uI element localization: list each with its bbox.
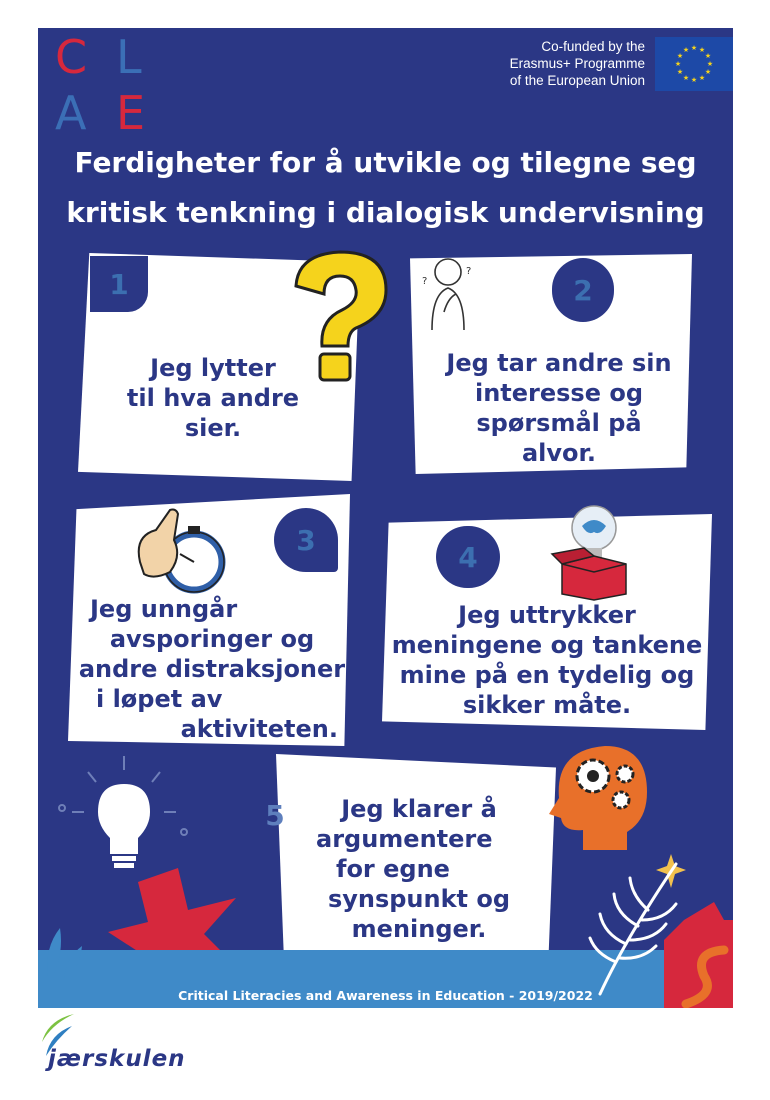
- card-5-text: Jeg klarer å argumentere for egne synspunkt og meninger.: [316, 795, 511, 943]
- eu-line-2: Erasmus+ Programme: [509, 56, 645, 71]
- card-4-text: Jeg uttrykker meningene og tankene mine på en tydelig og sikker måte.: [391, 601, 703, 719]
- card-2-text: Jeg tar andre sin interesse og spørsmål på alvor.: [446, 349, 672, 467]
- card-2-number: 2: [552, 258, 614, 322]
- jaerskulen-logo-text: jærskulen: [48, 1046, 186, 1072]
- svg-text:★: ★: [690, 76, 698, 84]
- leaf-decoration-icon: [38, 918, 98, 978]
- card-4-number: 4: [436, 526, 500, 588]
- svg-text:★: ★: [676, 52, 684, 60]
- svg-text:★: ★: [674, 60, 682, 68]
- card-3-text: Jeg unngår avsporinger og andre distraksjoner i løpet av aktiviteten.: [78, 595, 346, 743]
- svg-text:★: ★: [704, 52, 712, 60]
- logo-letter-l: L: [116, 30, 142, 84]
- card-1-text: Jeg lytter til hva andre sier.: [126, 354, 300, 442]
- svg-text:★: ★: [682, 74, 690, 82]
- svg-text:?: ?: [466, 266, 472, 277]
- svg-text:★: ★: [690, 44, 698, 52]
- stopwatch-hand-icon: [134, 506, 234, 596]
- svg-text:★: ★: [698, 74, 706, 82]
- poster: [38, 28, 733, 1008]
- eu-line-1: Co-funded by the: [541, 39, 645, 54]
- svg-text:★: ★: [706, 60, 714, 68]
- eu-line-3: of the European Union: [509, 73, 645, 88]
- thinking-person-icon: [418, 254, 478, 332]
- eu-funding-text: [425, 38, 645, 89]
- svg-text:★: ★: [682, 46, 690, 54]
- footer-text: Critical Literacies and Awareness in Education - 2019/2022: [178, 988, 593, 1003]
- question-mark-icon: [278, 246, 398, 386]
- title-line-2: kritisk tenkning i dialogisk undervisning: [66, 196, 705, 229]
- title-line-1: Ferdigheter for å utvikle og tilegne seg: [74, 146, 697, 179]
- card-1-number: 1: [90, 256, 148, 312]
- logo-letter-a: A: [55, 86, 87, 140]
- logo-letter-c: C: [55, 30, 88, 84]
- svg-text:?: ?: [422, 276, 428, 287]
- lightbulb-outline-icon: [58, 750, 188, 880]
- card-5-number: 5: [265, 798, 285, 832]
- head-gears-icon: [543, 740, 653, 860]
- poster-title: [38, 138, 733, 238]
- card-3-number: 3: [274, 508, 338, 572]
- svg-text:★: ★: [704, 68, 712, 76]
- svg-text:★: ★: [676, 68, 684, 76]
- logo-letter-e: E: [116, 86, 146, 140]
- svg-text:★: ★: [698, 46, 706, 54]
- lightbulb-box-icon: [550, 502, 640, 602]
- eu-flag-icon: [655, 37, 733, 91]
